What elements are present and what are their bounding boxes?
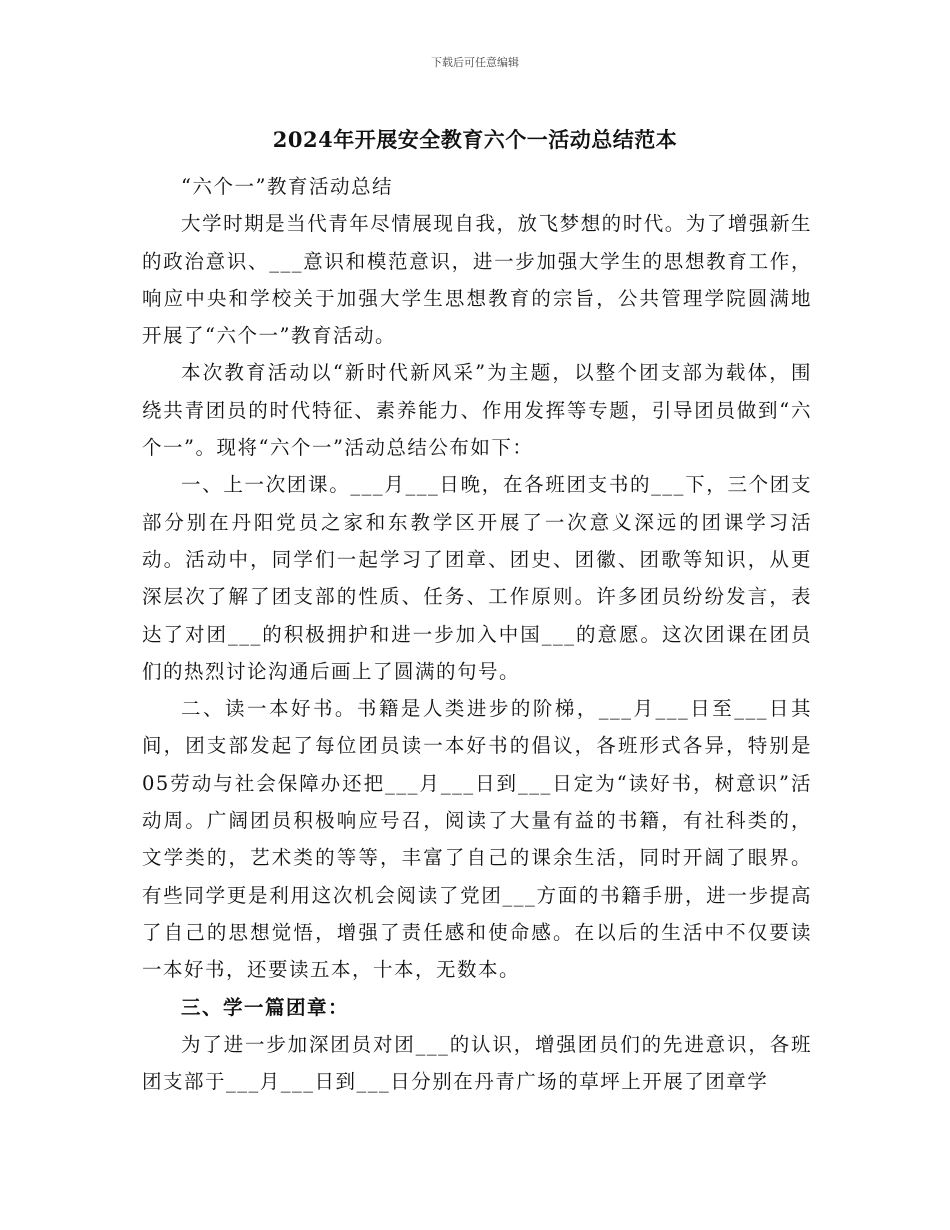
header-note: 下载后可任意编辑 [431, 56, 519, 69]
section-heading-3: 三、学一篇团章： [181, 995, 350, 1019]
paragraph-section-2: 二、读一本好书。书籍是人类进步的阶梯，___月___日至___日其间，团支部发起了每位团员读一本好书的倡议，各班形式各异，特别是05劳动与社会保障办还把___月___日到___日定为“读好书，树意识”活动周。广阔团员积极响应号召，阅读了大量有益的书籍，有社科类的，文学类的，艺术类的等等，丰富了自己的课余生活，同时开阔了眼界。有些同学更是利用这次机会阅读了党团___方面的书籍手册，进一步提高了自己的思想觉悟，增强了责任感和使命感。在以后的生活中不仅要读一本好书，还要读五本，十本，无数本。 [142, 697, 812, 982]
paragraph-intro: 大学时期是当代青年尽情展现自我，放飞梦想的时代。为了增强新生的政治意识、___意识和模范意识，进一步加强大学生的思想教育工作，响应中央和学校关于加强大学生思想教育的宗旨，公共管理学院圆满地开展了“六个一”教育活动。 [142, 212, 812, 348]
paragraph-theme: 本次教育活动以“新时代新风采”为主题，以整个团支部为载体，围绕共青团员的时代特征、素养能力、作用发挥等专题，引导团员做到“六个一”。现将“六个一”活动总结公布如下： [142, 361, 812, 460]
document-body [142, 168, 812, 1100]
document-title: 2024年开展安全教育六个一活动总结范本 [272, 127, 678, 152]
paragraph-section-3: 为了进一步加深团员对团___的认识，增强团员们的先进意识，各班团支部于___月___日到___日分别在丹青广场的草坪上开展了团章学 [142, 1032, 812, 1094]
paragraph-section-1: 一、上一次团课。___月___日晚，在各班团支书的___下，三个团支部分别在丹阳党员之家和东教学区开展了一次意义深远的团课学习活动。活动中，同学们一起学习了团章、团史、团徽、团歌等知识，从更深层次了解了团支部的性质、任务、工作原则。许多团员纷纷发言，表达了对团___的积极拥护和进一步加入中国___的意愿。这次团课在团员们的热烈讨论沟通后画上了圆满的句号。 [142, 473, 812, 683]
paragraph-subtitle: “六个一”教育活动总结 [181, 175, 393, 198]
